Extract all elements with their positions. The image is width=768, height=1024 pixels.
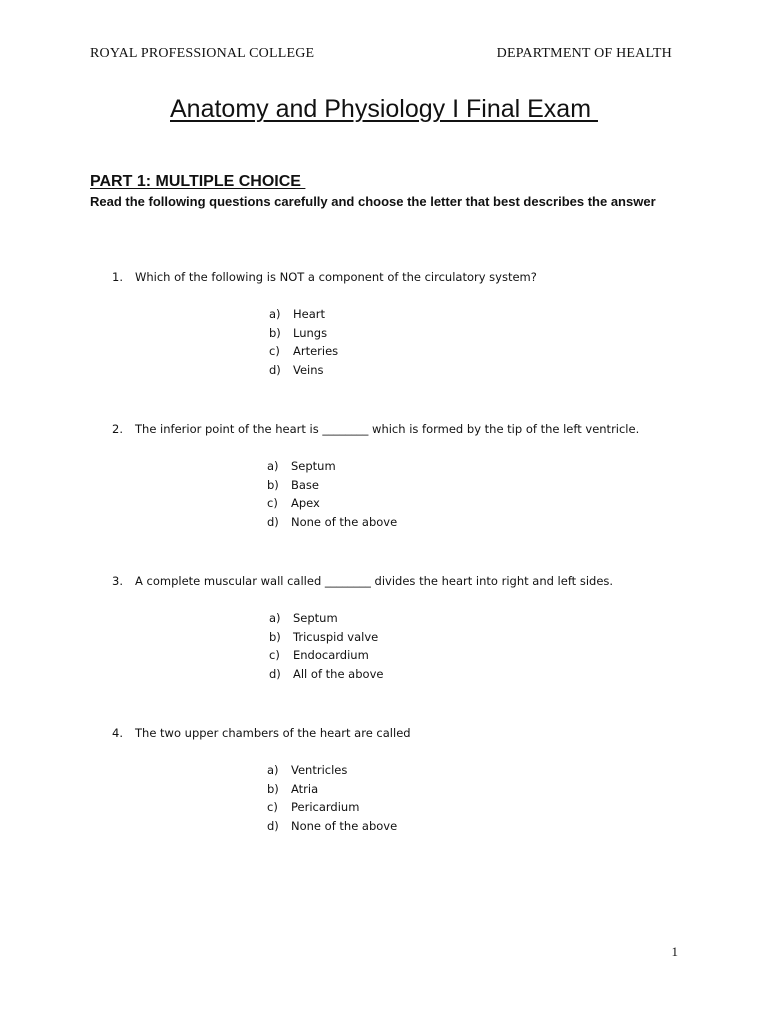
option-item xyxy=(267,817,397,836)
option-text: Pericardium xyxy=(291,800,360,815)
option-letter: c) xyxy=(269,344,280,359)
option-text: Base xyxy=(291,477,320,492)
option-letter: d) xyxy=(267,515,279,530)
option-text: Arteries xyxy=(293,344,339,359)
option-text: Tricuspid valve xyxy=(293,629,379,644)
option-text: All of the above xyxy=(293,667,384,682)
question-3 xyxy=(112,573,712,589)
option-letter: a) xyxy=(269,307,281,321)
exam-title-text: Anatomy and Physiology I Final Exam xyxy=(170,95,598,123)
option-item xyxy=(269,305,338,324)
option-letter: c) xyxy=(267,800,278,815)
option-text: Septum xyxy=(293,611,338,625)
question-number: 3. xyxy=(112,574,123,588)
option-letter: b) xyxy=(269,629,281,644)
option-text: Lungs xyxy=(293,325,328,340)
question-2-options xyxy=(267,457,397,532)
option-letter: a) xyxy=(267,459,279,473)
option-text: None of the above xyxy=(291,819,398,834)
option-text: None of the above xyxy=(291,515,398,530)
option-letter: a) xyxy=(267,763,279,777)
option-text: Veins xyxy=(293,363,324,378)
option-text: Ventricles xyxy=(291,763,348,777)
option-letter: c) xyxy=(267,496,278,511)
option-item xyxy=(269,665,383,684)
part-heading: PART 1: MULTIPLE CHOICE xyxy=(90,173,306,190)
question-text: A complete muscular wall called ________ divides the heart into right and left sides. xyxy=(135,574,614,588)
option-letter: d) xyxy=(269,363,281,378)
option-text: Endocardium xyxy=(293,648,369,663)
question-4-options xyxy=(267,761,397,836)
option-letter: d) xyxy=(267,819,279,834)
option-item xyxy=(269,342,338,361)
question-2 xyxy=(112,421,712,437)
option-item xyxy=(269,324,338,343)
option-text: Atria xyxy=(291,781,319,796)
option-letter: d) xyxy=(269,667,281,682)
department-name: DEPARTMENT OF HEALTH xyxy=(496,46,672,61)
option-item xyxy=(267,513,397,532)
instructions: Read the following questions carefully and choose the letter that best describes the answer xyxy=(90,194,656,209)
option-text: Apex xyxy=(291,496,320,511)
option-item xyxy=(269,361,338,380)
question-number: 1. xyxy=(112,270,123,284)
option-item xyxy=(267,780,397,799)
option-text: Septum xyxy=(291,459,336,473)
question-number: 2. xyxy=(112,422,123,436)
question-text: Which of the following is NOT a component of the circulatory system? xyxy=(135,270,537,284)
question-text: The two upper chambers of the heart are called xyxy=(135,726,411,740)
option-item xyxy=(269,646,383,665)
question-text: The inferior point of the heart is ________ which is formed by the tip of the left ventricle. xyxy=(135,422,640,436)
exam-title xyxy=(0,94,768,124)
option-item xyxy=(267,798,397,817)
option-item xyxy=(267,457,397,476)
option-item xyxy=(269,609,383,628)
question-number: 4. xyxy=(112,726,123,740)
question-1-options xyxy=(269,305,338,380)
college-name: ROYAL PROFESSIONAL COLLEGE xyxy=(90,46,315,61)
option-letter: a) xyxy=(269,611,281,625)
option-item xyxy=(267,761,397,780)
option-item xyxy=(267,476,397,495)
option-item xyxy=(269,628,383,647)
question-4 xyxy=(112,725,712,741)
page-header xyxy=(90,46,672,66)
option-letter: c) xyxy=(269,648,280,663)
question-1 xyxy=(112,269,712,285)
page-number: 1 xyxy=(671,944,678,959)
option-letter: b) xyxy=(269,325,281,340)
question-3-options xyxy=(269,609,383,684)
option-item xyxy=(267,494,397,513)
option-letter: b) xyxy=(267,477,279,492)
option-text: Heart xyxy=(293,307,326,321)
option-letter: b) xyxy=(267,781,279,796)
